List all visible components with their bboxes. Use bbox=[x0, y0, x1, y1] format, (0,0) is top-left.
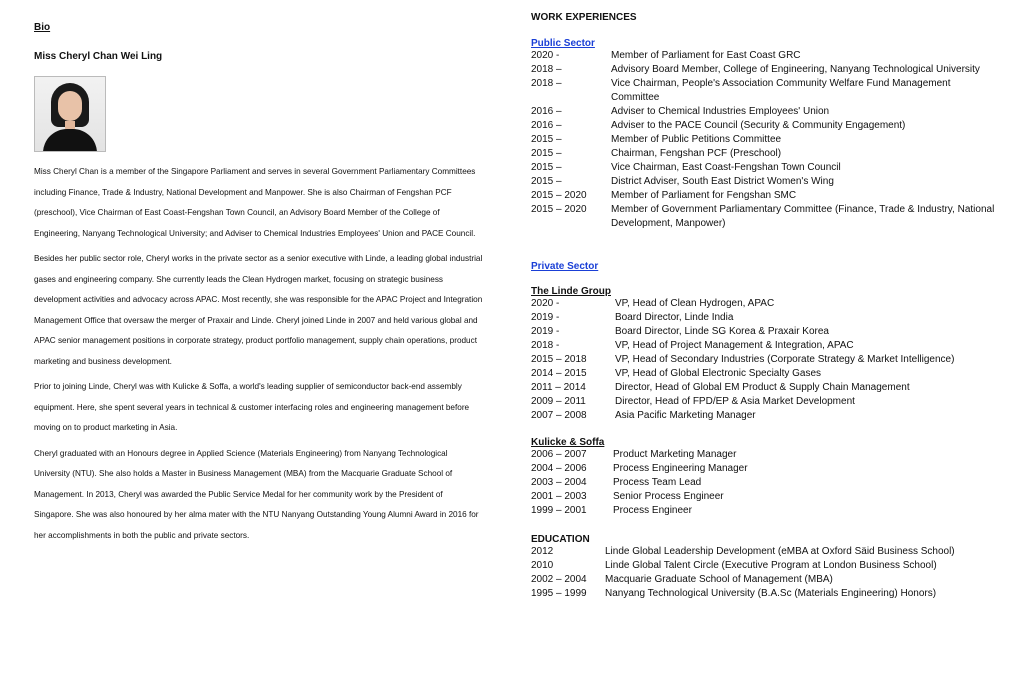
table-row bbox=[531, 381, 1001, 395]
table-row bbox=[531, 490, 1001, 504]
table-row bbox=[531, 133, 1001, 147]
row-year: 2015 – bbox=[531, 162, 562, 173]
table-row bbox=[531, 339, 1001, 353]
row-year: 2019 - bbox=[531, 312, 560, 323]
table-row bbox=[531, 462, 1001, 476]
table-row bbox=[531, 476, 1001, 490]
table-row bbox=[531, 297, 1001, 311]
row-year: 2011 – 2014 bbox=[531, 382, 586, 393]
public-sector-link[interactable]: Public Sector bbox=[531, 38, 595, 49]
private-sector-link[interactable]: Private Sector bbox=[531, 261, 599, 272]
row-year: 2018 – bbox=[531, 78, 562, 89]
row-description: Chairman, Fengshan PCF (Preschool) bbox=[611, 148, 782, 159]
row-description: Vice Chairman, People's Association Community Welfare Fund Management Committee bbox=[611, 78, 951, 103]
education-table bbox=[531, 545, 1001, 601]
row-description: Member of Parliament for Fengshan SMC bbox=[611, 190, 797, 201]
table-row bbox=[531, 559, 1001, 573]
table-row bbox=[531, 448, 1001, 462]
kulicke-heading: Kulicke & Soffa bbox=[531, 437, 605, 448]
row-year: 2006 – 2007 bbox=[531, 449, 587, 460]
table-row bbox=[531, 189, 1001, 203]
row-year: 2018 - bbox=[531, 340, 560, 351]
row-year: 2015 – 2020 bbox=[531, 190, 587, 201]
public-sector-table bbox=[531, 49, 1001, 231]
row-year: 2007 – 2008 bbox=[531, 410, 587, 421]
table-row bbox=[531, 504, 1001, 518]
row-description: Member of Parliament for East Coast GRC bbox=[611, 50, 801, 61]
row-year: 2012 bbox=[531, 546, 554, 557]
row-description: Board Director, Linde India bbox=[615, 312, 734, 323]
row-year: 2015 – bbox=[531, 176, 562, 187]
row-year: 2001 – 2003 bbox=[531, 491, 587, 502]
row-description: Linde Global Leadership Development (eMBA at Oxford Säid Business School) bbox=[605, 546, 955, 557]
bio-paragraph: Miss Cheryl Chan is a member of the Singapore Parliament and serves in several Government Parliamentary Committees including Finance, Trade & Industry, National Development and Manpower. She is also Chairman of Fengshan PCF (preschool), Vice Chairman of East Coast-Fengshan Town Council, an Advisory Board Member of the College of Engineering, Nanyang Technological University; and Adviser to Chemical Industries Employees' Union and PACE Council. bbox=[34, 167, 476, 238]
row-year: 2002 – 2004 bbox=[531, 574, 587, 585]
row-description: Process Engineering Manager bbox=[613, 463, 748, 474]
row-year: 2020 - bbox=[531, 298, 560, 309]
row-year: 2019 - bbox=[531, 326, 560, 337]
row-description: Director, Head of Global EM Product & Supply Chain Management bbox=[615, 382, 910, 393]
row-year: 2018 – bbox=[531, 64, 562, 75]
row-description: District Adviser, South East District Women's Wing bbox=[611, 176, 834, 187]
row-description: Member of Public Petitions Committee bbox=[611, 134, 782, 145]
table-row bbox=[531, 203, 1001, 231]
row-year: 2015 – bbox=[531, 134, 562, 145]
row-description: Macquarie Graduate School of Management (MBA) bbox=[605, 574, 833, 585]
row-year: 2020 - bbox=[531, 50, 560, 61]
row-year: 2016 – bbox=[531, 120, 562, 131]
row-description: Adviser to Chemical Industries Employees' Union bbox=[611, 106, 830, 117]
table-row bbox=[531, 161, 1001, 175]
row-description: Linde Global Talent Circle (Executive Program at London Business School) bbox=[605, 560, 937, 571]
table-row bbox=[531, 545, 1001, 559]
row-year: 2015 – bbox=[531, 148, 562, 159]
row-description: Process Team Lead bbox=[613, 477, 702, 488]
table-row bbox=[531, 409, 1001, 423]
bio-paragraph: Besides her public sector role, Cheryl works in the private sector as a senior executive with Linde, a leading global industrial gases and engineering company. She currently leads the Clean Hydrogen market, focusing on strategic business development activities and advocacy across APAC. Most recently, she was responsible for the APAC Project and Integration Management Office that oversaw the merger of Praxair and Linde. Cheryl joined Linde in 2007 and held various global and APAC senior management positions in corporate strategy, product portfolio management, supply chain operations, product marketing and business development. bbox=[34, 254, 483, 366]
work-heading: WORK EXPERIENCES bbox=[531, 12, 637, 23]
table-row bbox=[531, 395, 1001, 409]
row-year: 2010 bbox=[531, 560, 554, 571]
row-year: 1995 – 1999 bbox=[531, 588, 587, 599]
row-year: 2004 – 2006 bbox=[531, 463, 587, 474]
row-description: VP, Head of Project Management & Integration, APAC bbox=[615, 340, 854, 351]
row-year: 2003 – 2004 bbox=[531, 477, 587, 488]
row-description: Board Director, Linde SG Korea & Praxair Korea bbox=[615, 326, 829, 337]
row-year: 2009 – 2011 bbox=[531, 396, 586, 407]
row-description: Member of Government Parliamentary Committee (Finance, Trade & Industry, National Development, Manpower) bbox=[611, 204, 995, 229]
row-description: Senior Process Engineer bbox=[613, 491, 724, 502]
row-description: Process Engineer bbox=[613, 505, 692, 516]
linde-heading: The Linde Group bbox=[531, 286, 611, 297]
table-row bbox=[531, 105, 1001, 119]
row-description: Director, Head of FPD/EP & Asia Market Development bbox=[615, 396, 855, 407]
row-year: 2016 – bbox=[531, 106, 562, 117]
bio-column bbox=[34, 18, 484, 546]
table-row bbox=[531, 353, 1001, 367]
bio-paragraph: Cheryl graduated with an Honours degree in Applied Science (Materials Engineering) from Nanyang Technological University (NTU). She also holds a Master in Business Management (MBA) from the Macquarie Graduate School of Management. In 2013, Cheryl was awarded the Public Service Medal for her community work by the President of Singapore. She was also honoured by her alma mater with the NTU Nanyang Outstanding Young Alumni Award in 2016 for her accomplishments in both the public and private sectors. bbox=[34, 448, 479, 540]
row-description: Asia Pacific Marketing Manager bbox=[615, 410, 756, 421]
row-year: 2014 – 2015 bbox=[531, 368, 587, 379]
row-year: 1999 – 2001 bbox=[531, 505, 587, 516]
table-row bbox=[531, 175, 1001, 189]
table-row bbox=[531, 63, 1001, 77]
education-heading: EDUCATION bbox=[531, 534, 590, 545]
row-description: Adviser to the PACE Council (Security & Community Engagement) bbox=[611, 120, 906, 131]
table-row bbox=[531, 49, 1001, 63]
row-year: 2015 – 2020 bbox=[531, 204, 587, 215]
linde-table bbox=[531, 297, 1001, 423]
table-row bbox=[531, 325, 1001, 339]
table-row bbox=[531, 587, 1001, 601]
bio-paragraph: Prior to joining Linde, Cheryl was with Kulicke & Soffa, a world's leading supplier of semiconductor back-end assembly equipment. Here, she spent several years in technical & customer interfacing roles and engineering management before moving on to product marketing in Asia. bbox=[34, 382, 470, 432]
table-row bbox=[531, 367, 1001, 381]
table-row bbox=[531, 311, 1001, 325]
row-description: Nanyang Technological University (B.A.Sc (Materials Engineering) Honors) bbox=[605, 588, 937, 599]
row-description: Advisory Board Member, College of Engineering, Nanyang Technological University bbox=[611, 64, 980, 75]
bio-name: Miss Cheryl Chan Wei Ling bbox=[34, 51, 163, 62]
portrait-photo bbox=[34, 76, 106, 152]
row-description: VP, Head of Clean Hydrogen, APAC bbox=[615, 298, 775, 309]
row-description: VP, Head of Secondary Industries (Corporate Strategy & Market Intelligence) bbox=[615, 354, 955, 365]
bio-heading: Bio bbox=[34, 22, 51, 33]
table-row bbox=[531, 573, 1001, 587]
kulicke-table bbox=[531, 448, 1001, 518]
row-description: Product Marketing Manager bbox=[613, 449, 737, 460]
table-row bbox=[531, 147, 1001, 161]
row-year: 2015 – 2018 bbox=[531, 354, 587, 365]
table-row bbox=[531, 77, 1001, 105]
work-column bbox=[531, 10, 1001, 601]
table-row bbox=[531, 119, 1001, 133]
row-description: Vice Chairman, East Coast-Fengshan Town Council bbox=[611, 162, 841, 173]
row-description: VP, Head of Global Electronic Specialty Gases bbox=[615, 368, 822, 379]
